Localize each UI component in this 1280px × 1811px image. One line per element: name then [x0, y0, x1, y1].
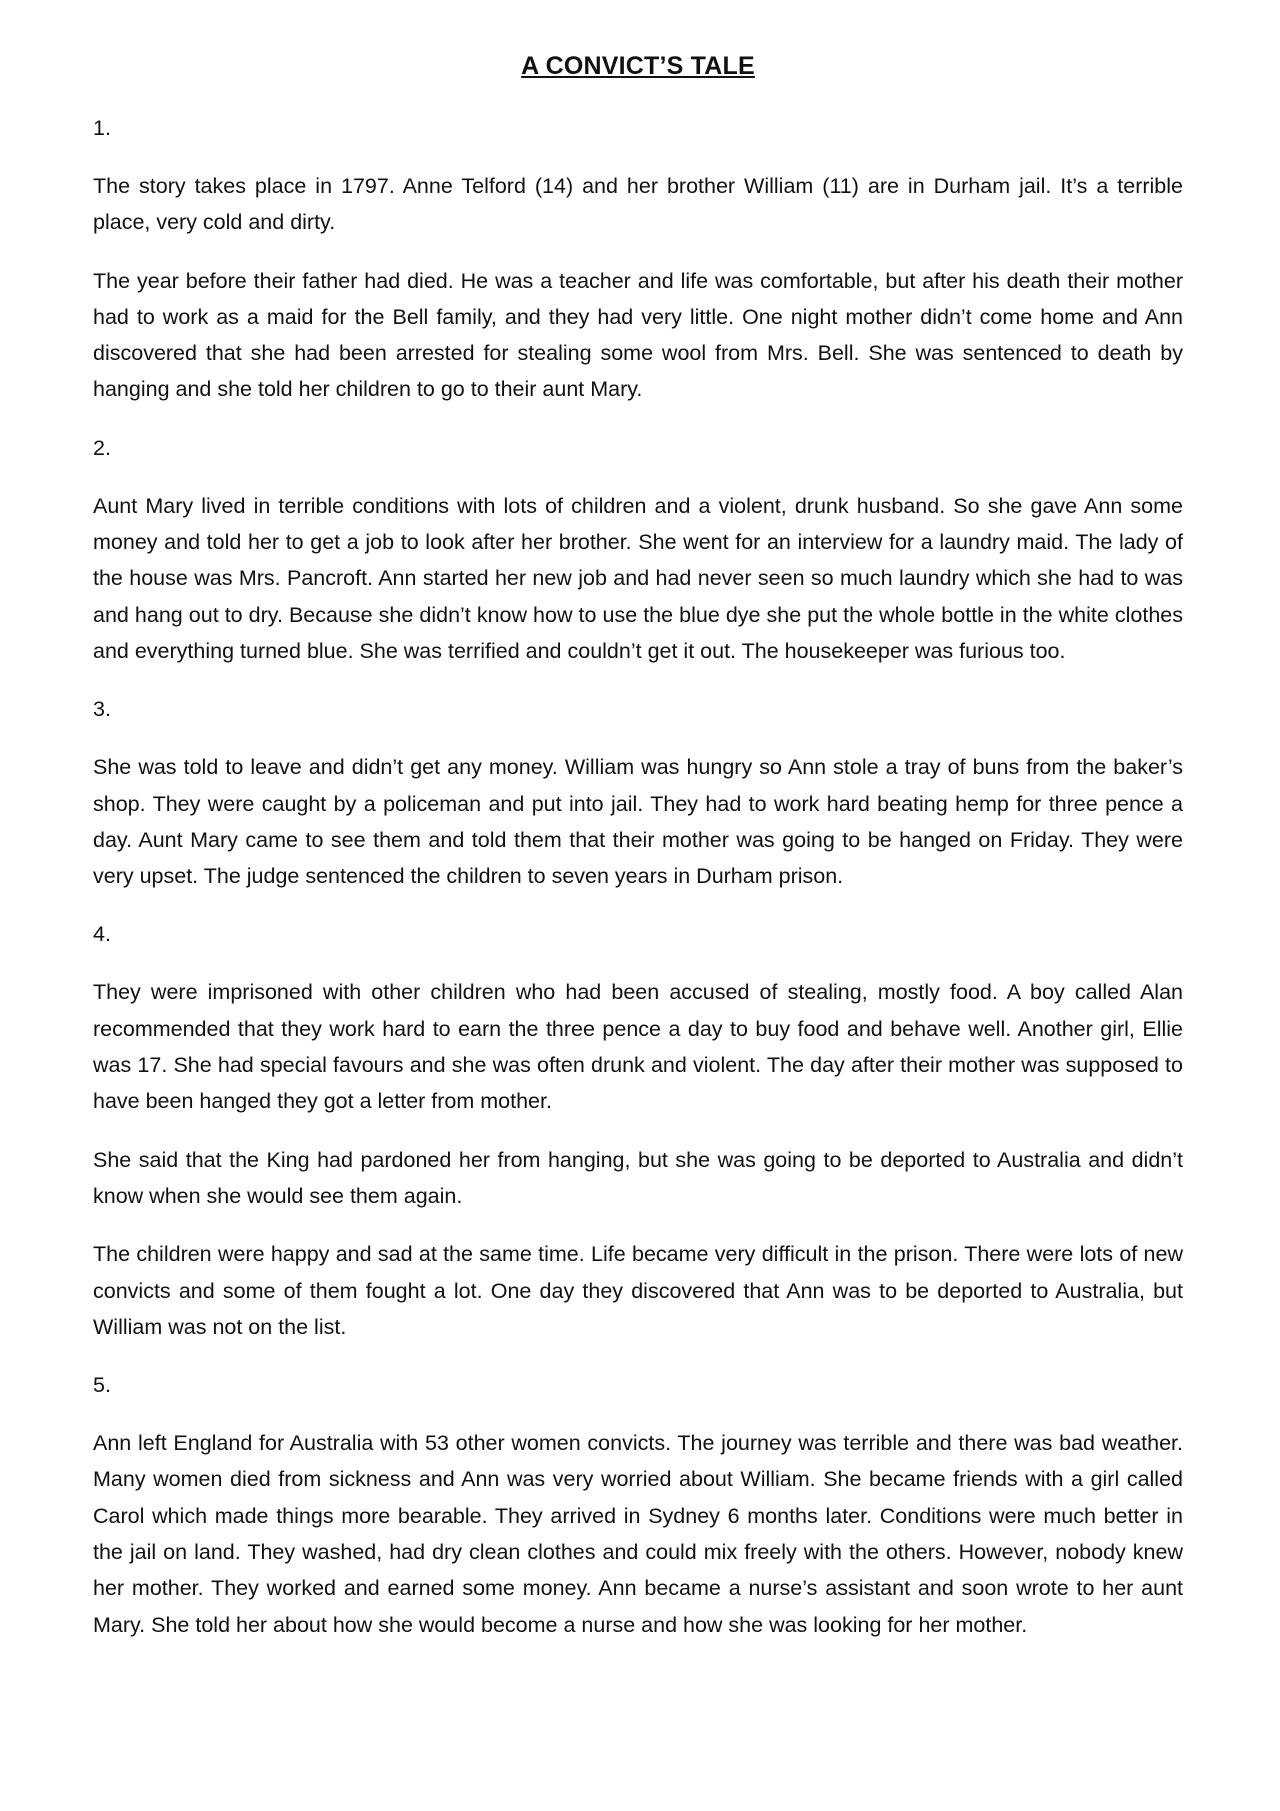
- section-number: 4.: [93, 922, 111, 947]
- paragraph: The story takes place in 1797. Anne Telford (14) and her brother William (11) are in Durham jail. It’s a terrible place, very cold and dirty.: [93, 174, 1183, 235]
- section-4: [93, 916, 1183, 1345]
- section-2: [93, 430, 1183, 669]
- section-number: 1.: [93, 116, 111, 140]
- document-title: A CONVICT’S TALE: [521, 52, 755, 80]
- section-1: [93, 110, 1183, 408]
- paragraph: She said that the King had pardoned her from hanging, but she was going to be deported to Australia and didn’t know when she would see them again.: [93, 1147, 1183, 1208]
- section-5: [93, 1367, 1183, 1643]
- section-number: 3.: [93, 697, 111, 722]
- document-page: [93, 48, 1183, 1665]
- paragraph: The children were happy and sad at the same time. Life became very difficult in the prison. There were lots of new convicts and some of them fought a lot. One day they discovered that Ann was to be deported to Australia, but William was not on the list.: [93, 1242, 1183, 1339]
- section-3: [93, 691, 1183, 894]
- paragraph: They were imprisoned with other children who had been accused of stealing, mostly food. A boy called Alan recommended that they work hard to earn the three pence a day to buy food and behave well. Another girl, Ellie was 17. She had special favours and she was often drunk and violent. The day after their mother was supposed to have been hanged they got a letter from mother.: [93, 980, 1183, 1114]
- paragraph: Aunt Mary lived in terrible conditions with lots of children and a violent, drunk husband. So she gave Ann some money and told her to get a job to look after her brother. She went for an interview for a laundry maid. The lady of the house was Mrs. Pancroft. Ann started her new job and had never seen so much laundry which she had to was and hang out to dry. Because she didn’t know how to use the blue dye she put the whole bottle in the white clothes and everything turned blue. She was terrified and couldn’t get it out. The housekeeper was furious too.: [93, 493, 1183, 663]
- paragraph: Ann left England for Australia with 53 other women convicts. The journey was terrible and there was bad weather. Many women died from sickness and Ann was very worried about William. She became friends with a girl called Carol which made things more bearable. They arrived in Sydney 6 months later. Conditions were much better in the jail on land. They washed, had dry clean clothes and could mix freely with the others. However, nobody knew her mother. They worked and earned some money. Ann became a nurse’s assistant and soon wrote to her aunt Mary. She told her about how she would become a nurse and how she was looking for her mother.: [93, 1431, 1183, 1637]
- section-number: 5.: [93, 1373, 111, 1398]
- section-number: 2.: [93, 435, 111, 460]
- paragraph: She was told to leave and didn’t get any money. William was hungry so Ann stole a tray of buns from the baker’s shop. They were caught by a policeman and put into jail. They had to work hard beating hemp for three pence a day. Aunt Mary came to see them and told them that their mother was going to be hanged on Friday. They were very upset. The judge sentenced the children to seven years in Durham prison.: [93, 755, 1183, 889]
- paragraph: The year before their father had died. He was a teacher and life was comfortable, but after his death their mother had to work as a maid for the Bell family, and they had very little. One night mother didn’t come home and Ann discovered that she had been arrested for stealing some wool from Mrs. Bell. She was sentenced to death by hanging and she told her children to go to their aunt Mary.: [93, 268, 1183, 402]
